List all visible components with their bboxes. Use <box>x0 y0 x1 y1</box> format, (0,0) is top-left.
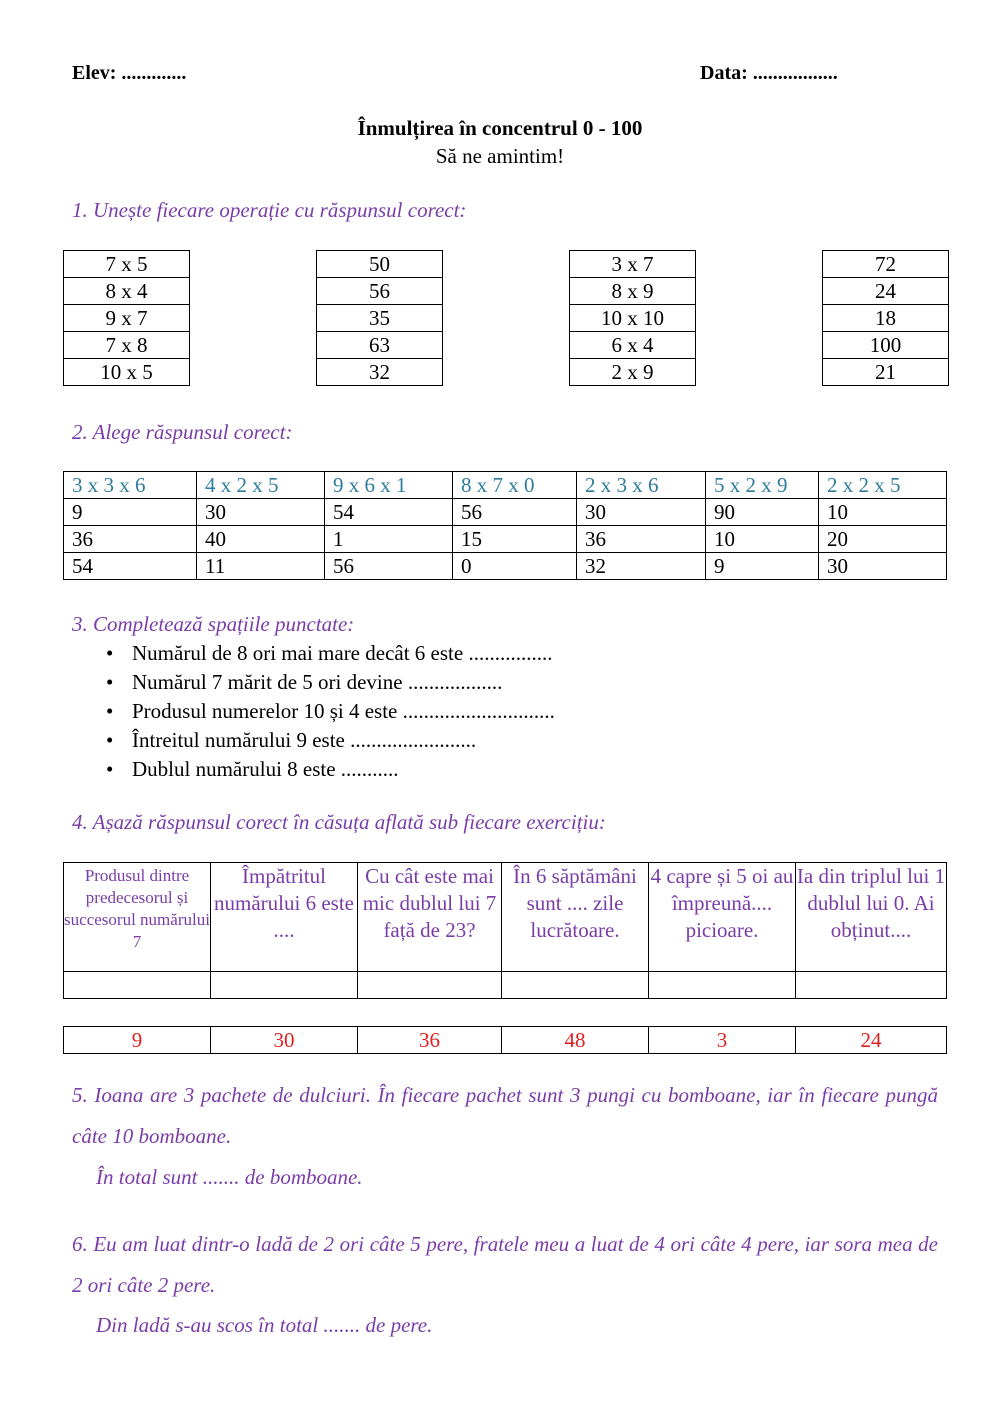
table-cell[interactable]: 20 <box>819 526 947 553</box>
answer-chip[interactable]: 30 <box>211 1027 358 1054</box>
table-cell[interactable]: 56 <box>317 278 443 305</box>
answer-drop-cell[interactable] <box>502 972 649 999</box>
table-cell[interactable]: 1 <box>325 526 453 553</box>
ex2-choice-table <box>63 471 947 580</box>
ex4-answer-bank <box>63 1026 947 1054</box>
table-cell[interactable]: 0 <box>453 553 577 580</box>
answer-chip[interactable]: 36 <box>358 1027 502 1054</box>
question-cell: 4 capre și 5 oi au împreună.... picioare. <box>649 863 796 972</box>
table-cell[interactable]: 90 <box>706 499 819 526</box>
column-header: 9 x 6 x 1 <box>325 472 453 499</box>
table-cell[interactable]: 8 x 9 <box>570 278 696 305</box>
table-cell[interactable]: 6 x 4 <box>570 332 696 359</box>
question-cell: Ia din triplul lui 1 dublul lui 0. Ai obținut.... <box>796 863 947 972</box>
table-cell[interactable]: 18 <box>823 305 949 332</box>
column-header: 4 x 2 x 5 <box>197 472 325 499</box>
column-header: 2 x 2 x 5 <box>819 472 947 499</box>
ex5-answer-line[interactable]: În total sunt ....... de bomboane. <box>96 1165 363 1189</box>
table-cell[interactable]: 10 <box>819 499 947 526</box>
table-cell[interactable]: 54 <box>325 499 453 526</box>
answer-drop-cell[interactable] <box>358 972 502 999</box>
table-cell[interactable]: 10 x 5 <box>64 359 190 386</box>
column-header: 2 x 3 x 6 <box>577 472 706 499</box>
answer-chip[interactable]: 24 <box>796 1027 947 1054</box>
ex5-problem: 5. Ioana are 3 pachete de dulciuri. În fiecare pachet sunt 3 pungi cu bomboane, iar în fiecare pungă câte 10 bomboane. <box>72 1083 938 1148</box>
question-cell: Produsul dintre predecesorul și succesorul numărului 7 <box>64 863 211 972</box>
ex1-answers-table-b <box>822 250 949 386</box>
table-cell[interactable]: 72 <box>823 251 949 278</box>
table-cell[interactable]: 9 x 7 <box>64 305 190 332</box>
table-cell[interactable]: 35 <box>317 305 443 332</box>
ex4-instruction: 4. Așază răspunsul corect în căsuța aflată sub fiecare exercițiu: <box>72 810 606 834</box>
question-cell: Împătritul numărului 6 este .... <box>211 863 358 972</box>
table-cell[interactable]: 3 x 7 <box>570 251 696 278</box>
student-name-field[interactable]: Elev: ............. <box>72 62 187 84</box>
table-cell[interactable]: 2 x 9 <box>570 359 696 386</box>
column-header: 3 x 3 x 6 <box>64 472 197 499</box>
table-cell[interactable]: 15 <box>453 526 577 553</box>
ex2-instruction: 2. Alege răspunsul corect: <box>72 420 293 444</box>
list-item[interactable]: • Dublul numărului 8 este ........... <box>72 755 932 784</box>
table-cell[interactable]: 11 <box>197 553 325 580</box>
table-cell[interactable]: 9 <box>64 499 197 526</box>
table-cell[interactable]: 32 <box>317 359 443 386</box>
table-cell[interactable]: 50 <box>317 251 443 278</box>
answer-drop-cell[interactable] <box>796 972 947 999</box>
list-item[interactable]: • Întreitul numărului 9 este ........................ <box>72 726 932 755</box>
table-cell[interactable]: 40 <box>197 526 325 553</box>
ex1-operations-table-a <box>63 250 190 386</box>
answer-chip[interactable]: 48 <box>502 1027 649 1054</box>
answer-chip[interactable]: 3 <box>649 1027 796 1054</box>
table-cell[interactable]: 30 <box>819 553 947 580</box>
ex3-instruction: 3. Completează spațiile punctate: <box>72 612 355 636</box>
table-cell[interactable]: 21 <box>823 359 949 386</box>
column-header: 5 x 2 x 9 <box>706 472 819 499</box>
question-cell: În 6 săptămâni sunt .... zile lucrătoare. <box>502 863 649 972</box>
ex1-answers-table-a <box>316 250 443 386</box>
table-cell[interactable]: 30 <box>197 499 325 526</box>
table-cell[interactable]: 7 x 8 <box>64 332 190 359</box>
table-cell[interactable]: 36 <box>577 526 706 553</box>
ex1-operations-table-b <box>569 250 696 386</box>
ex3-list <box>72 639 932 784</box>
list-item[interactable]: • Numărul 7 mărit de 5 ori devine .................. <box>72 668 932 697</box>
list-item[interactable]: • Numărul de 8 ori mai mare decât 6 este ................ <box>72 639 932 668</box>
answer-drop-cell[interactable] <box>211 972 358 999</box>
table-cell[interactable]: 32 <box>577 553 706 580</box>
table-cell[interactable]: 24 <box>823 278 949 305</box>
answer-chip[interactable]: 9 <box>64 1027 211 1054</box>
page-subtitle: Să ne amintim! <box>435 144 565 168</box>
answer-drop-cell[interactable] <box>64 972 211 999</box>
table-cell[interactable]: 30 <box>577 499 706 526</box>
page-title: Înmulțirea în concentrul 0 - 100 <box>357 116 643 140</box>
table-cell[interactable]: 7 x 5 <box>64 251 190 278</box>
column-header: 8 x 7 x 0 <box>453 472 577 499</box>
date-field[interactable]: Data: ................. <box>700 62 838 84</box>
table-cell[interactable]: 56 <box>325 553 453 580</box>
table-cell[interactable]: 54 <box>64 553 197 580</box>
table-cell[interactable]: 10 x 10 <box>570 305 696 332</box>
ex1-instruction: 1. Unește fiecare operație cu răspunsul corect: <box>72 198 467 222</box>
table-cell[interactable]: 36 <box>64 526 197 553</box>
question-cell: Cu cât este mai mic dublul lui 7 față de 23? <box>358 863 502 972</box>
table-cell[interactable]: 8 x 4 <box>64 278 190 305</box>
table-cell[interactable]: 56 <box>453 499 577 526</box>
list-item[interactable]: • Produsul numerelor 10 și 4 este ............................. <box>72 697 932 726</box>
table-cell[interactable]: 9 <box>706 553 819 580</box>
ex6-problem: 6. Eu am luat dintr-o ladă de 2 ori câte 5 pere, fratele meu a luat de 4 ori câte 4 pere, iar sora mea de 2 ori câte 2 pere. <box>72 1232 938 1297</box>
ex6-answer-line[interactable]: Din ladă s-au scos în total ....... de pere. <box>96 1313 433 1337</box>
ex4-questions-table <box>63 862 947 999</box>
table-cell[interactable]: 100 <box>823 332 949 359</box>
answer-drop-cell[interactable] <box>649 972 796 999</box>
table-cell[interactable]: 10 <box>706 526 819 553</box>
table-cell[interactable]: 63 <box>317 332 443 359</box>
